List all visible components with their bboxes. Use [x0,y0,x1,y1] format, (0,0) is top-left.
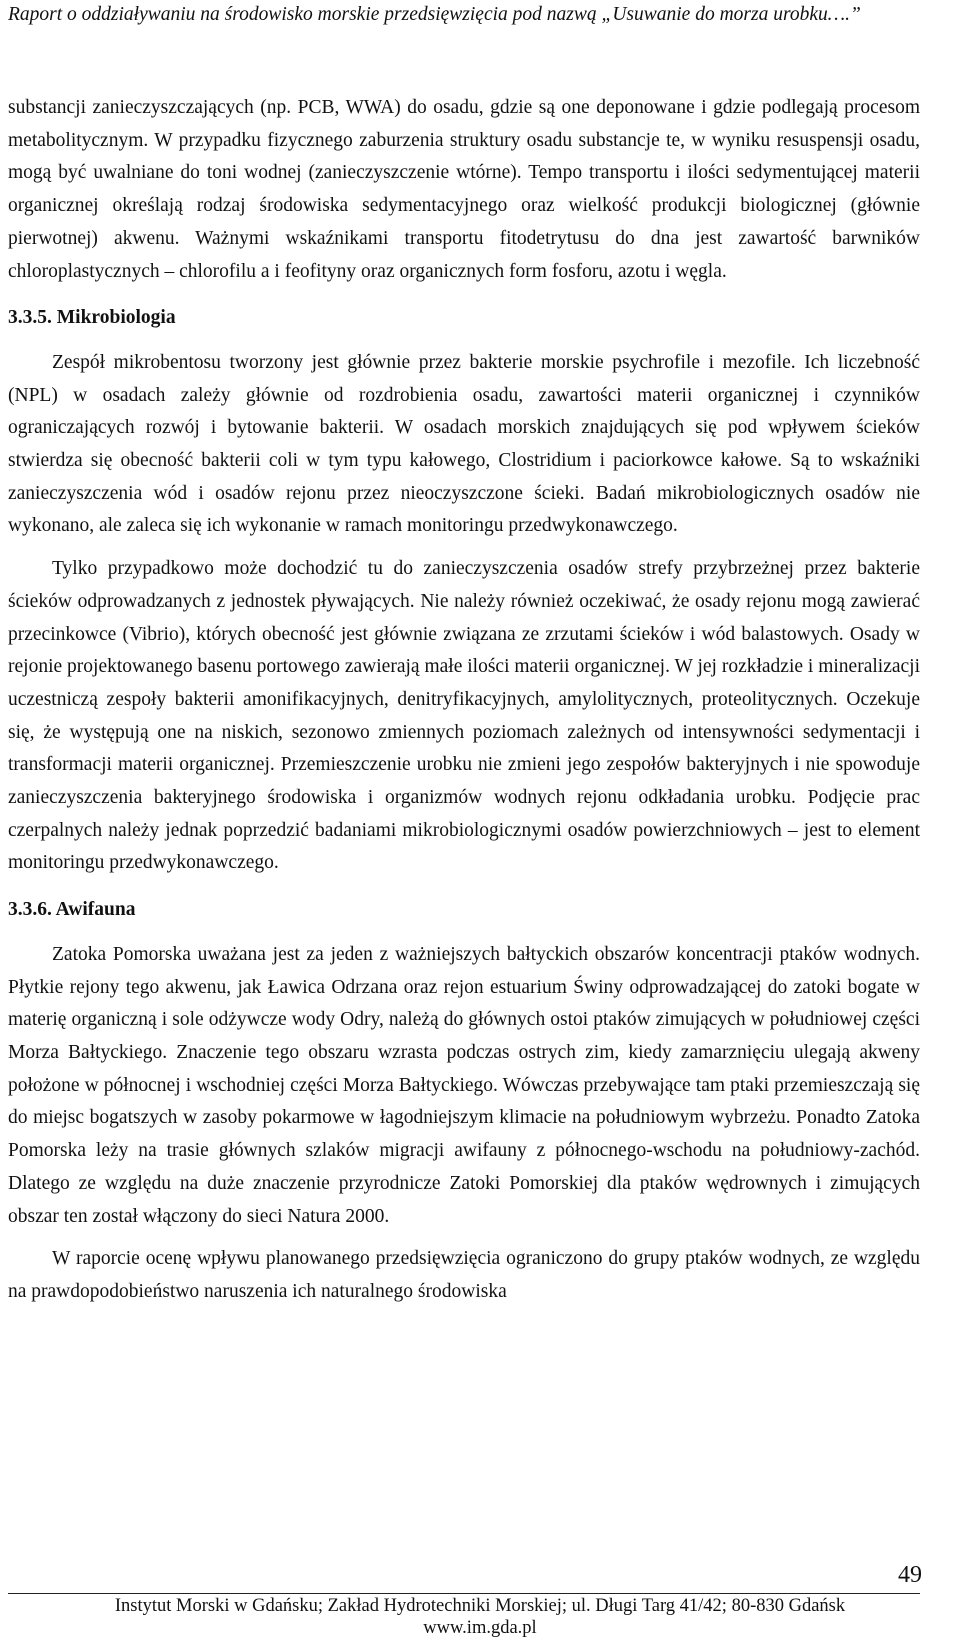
page-number: 49 [898,1562,922,1588]
footer-website: www.im.gda.pl [423,1618,537,1638]
paragraph-mikrobentos: Zespół mikrobentosu tworzony jest głównie przez bakterie morskie psychrofile i mezofile. Ich liczebność (NPL) w osadach zależy głównie od rozdrobienia osadu, zawartości materii organicznej i czynników ograniczających rozwój i bytowanie bakterii. W osadach morskich znajdujących się pod wpływem ścieków stwierdza się obecność bakterii coli w tym typu kałowego, Clostridium i paciorkowce kałowe. Są to wskaźniki zanieczyszczenia wód i osadów rejonu przez nieoczyszczone ścieki. Badań mikrobiologicznych osadów nie wykonano, ale zaleca się ich wykonanie w ramach monitoringu przedwykonawczego. [8,351,920,537]
paragraph-bakterie: Tylko przypadkowo może dochodzić tu do zanieczyszczenia osadów strefy przybrzeżnej przez bakterie ścieków odprowadzanych z jednostek pływających. Nie należy również oczekiwać, że osady rejonu mogą zawierać przecinkowce (Vibrio), których obecność jest głównie związana ze zrzutami ścieków i wód balastowych. Osady w rejonie projektowanego basenu portowego zawierają małe ilości materii organicznej. W jej rozkładzie i mineralizacji uczestniczą zespoły bakterii amonifikacyjnych, denitryfikacyjnych, amylolitycznych, proteolitycznych. Oczekuje się, że występują one na niskich, sezonowo zmiennych poziomach zależnych od intensywności sedymentacji i transformacji materii organicznej. Przemieszczenie urobku nie zmieni jego zespołów bakteryjnych i nie spowoduje zanieczyszczenia bakteryjnego środowiska i organizmów wodnych rejonu odkładania urobku. Podjęcie prac czerpalnych należy jednak poprzedzić badaniami mikrobiologicznymi osadów powierzchniowych – jest to element monitoringu przedwykonawczego. [8,558,920,874]
document-body [8,92,920,1309]
footer-address: Instytut Morski w Gdańsku; Zakład Hydrotechniki Morskiej; ul. Długi Targ 41/42; 80-830 Gdańsk [114,1596,846,1616]
footer [0,1595,960,1639]
paragraph-continued: substancji zanieczyszczających (np. PCB, WWA) do osadu, gdzie są one deponowane i gdzie podlegają procesom metabolitycznym. W przypadku fizycznego zaburzenia struktury osadu substancje te, w wyniku resuspensji osadu, mogą być uwalniane do toni wodnej (zanieczyszczenie wtórne). Tempo transportu i ilości sedymentującej materii organicznej określają rodzaj środowiska sedymentacyjnego oraz wielkość produkcji biologicznej (głównie pierwotnej) akwenu. Ważnymi wskaźnikami transportu fitodetrytusu do dna jest zawartość barwników chloroplastycznych – chlorofilu a i feofityny oraz organicznych form fosforu, azotu i węgla. [8,97,920,282]
footer-divider [8,1593,920,1594]
section-heading-mikrobiologia: 3.3.5. Mikrobiologia [8,307,176,329]
paragraph-zatoka-pomorska: Zatoka Pomorska uważana jest za jeden z ważniejszych bałtyckich obszarów koncentracji ptaków wodnych. Płytkie rejony tego akwenu, jak Ławica Odrzana oraz rejon estuarium Świny odprowadzającej do zatoki bogate w materię organiczną i sole odżywcze wody Odry, należą do głównych ostoi ptaków zimujących w południowej części Morza Bałtyckiego. Znaczenie tego obszaru wzrasta podczas ostrych zim, kiedy zamarznięciu ulegają akweny położone w północnej i wschodniej części Morza Bałtyckiego. Wówczas przebywające tam ptaki przemieszczają się do miejsc bogatszych w zasoby pokarmowe w łagodniejszym klimacie na południowym wybrzeżu. Ponadto Zatoka Pomorska leży na trasie głównych szlaków migracji awifauny z północnego-wschodu na południowy-zachód. Dlatego ze względu na duże znaczenie przyrodnicze Zatoki Pomorskiej dla ptaków wędrownych i zimujących obszar ten został włączony do sieci Natura 2000. [8,943,920,1227]
paragraph-raport-ptaki: W raporcie ocenę wpływu planowanego przedsięwzięcia ograniczono do grupy ptaków wodnych, ze względu na prawdopodobieństwo naruszenia ich naturalnego środowiska [8,1248,920,1302]
running-header: Raport o oddziaływaniu na środowisko morskie przedsięwzięcia pod nazwą „Usuwanie do morza urobku….” [8,4,861,25]
section-heading-awifauna: 3.3.6. Awifauna [8,899,136,921]
